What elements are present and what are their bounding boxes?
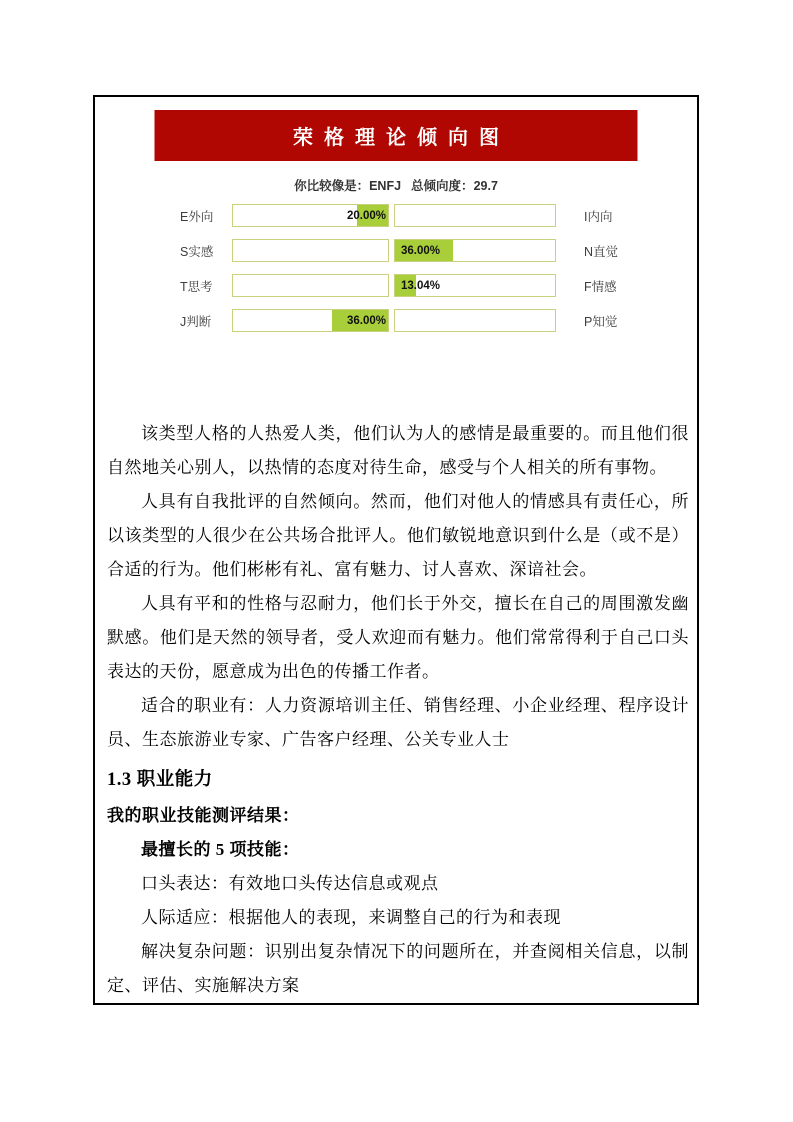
skill-item: 人际适应：根据他人的表现，来调整自己的行为和表现 [141, 908, 561, 927]
chart-subtitle [95, 176, 697, 194]
chart-title-banner [155, 110, 638, 161]
right-pole-label: I内向 [584, 209, 613, 224]
left-bar-track [232, 309, 389, 332]
bar-value-label: 36.00% [346, 314, 386, 327]
tendency-label: 总倾向度： [411, 179, 474, 193]
right-pole-label: P知觉 [584, 314, 618, 329]
subtitle-prefix: 你比较像是： [294, 179, 370, 193]
personality-paragraph: 人具有平和的性格与忍耐力，他们长于外交，擅长在自己的周围激发幽默感。他们是天然的领导者，受人欢迎而有魅力。他们常常得利于自己口头表达的天份，愿意成为出色的传播工作者。 [107, 594, 689, 681]
left-pole-label: E外向 [180, 209, 214, 224]
skill-item: 解决复杂问题：识别出复杂情况下的问题所在，并查阅相关信息，以制定、评估、实施解决方案 [107, 942, 689, 995]
personality-paragraph: 该类型人格的人热爱人类，他们认为人的感情是最重要的。而且他们很自然地关心别人，以热情的态度对待生命，感受与个人相关的所有事物。 [107, 424, 689, 477]
left-bar-track [232, 204, 389, 227]
bar-value-label: 20.00% [346, 209, 386, 222]
right-bar-track [394, 204, 556, 227]
right-pole-label: F情感 [584, 279, 617, 294]
careers-paragraph: 适合的职业有：人力资源培训主任、销售经理、小企业经理、程序设计员、生态旅游业专家、广告客户经理、公关专业人士 [107, 696, 689, 749]
left-pole-label: S实感 [180, 244, 214, 259]
bar-row-ei [95, 204, 697, 227]
bar-row-tf [95, 274, 697, 297]
bar-row-sn [95, 239, 697, 262]
chart-title: 荣格理论倾向图 [293, 127, 510, 149]
right-bar-track [394, 274, 556, 297]
left-pole-label: T思考 [180, 279, 213, 294]
skill-item: 口头表达：有效地口头传达信息或观点 [141, 874, 439, 893]
right-bar-track [394, 309, 556, 332]
result-intro: 我的职业技能测评结果： [107, 806, 300, 825]
left-pole-label: J判断 [180, 314, 212, 329]
mbti-bar-chart [95, 204, 697, 344]
personality-paragraph: 人具有自我批评的自然倾向。然而，他们对他人的情感具有责任心，所以该类型的人很少在公共场合批评人。他们敏锐地意识到什么是（或不是）合适的行为。他们彬彬有礼、富有魅力、讨人喜欢、深谙社会。 [107, 492, 689, 579]
right-bar-track [394, 239, 556, 262]
bar-value-label: 13.04% [401, 279, 441, 292]
bar-value-label: 36.00% [401, 244, 441, 257]
tendency-value: 29.7 [473, 179, 498, 193]
left-bar-track [232, 274, 389, 297]
right-pole-label: N直觉 [584, 244, 619, 259]
section-heading: 1.3 职业能力 [107, 770, 213, 790]
body-text [107, 417, 689, 1003]
left-bar-track [232, 239, 389, 262]
bar-row-jp [95, 309, 697, 332]
document-table-frame [93, 95, 699, 1005]
skills-heading: 最擅长的 5 项技能： [141, 840, 300, 859]
personality-type-value: ENFJ [369, 179, 402, 193]
